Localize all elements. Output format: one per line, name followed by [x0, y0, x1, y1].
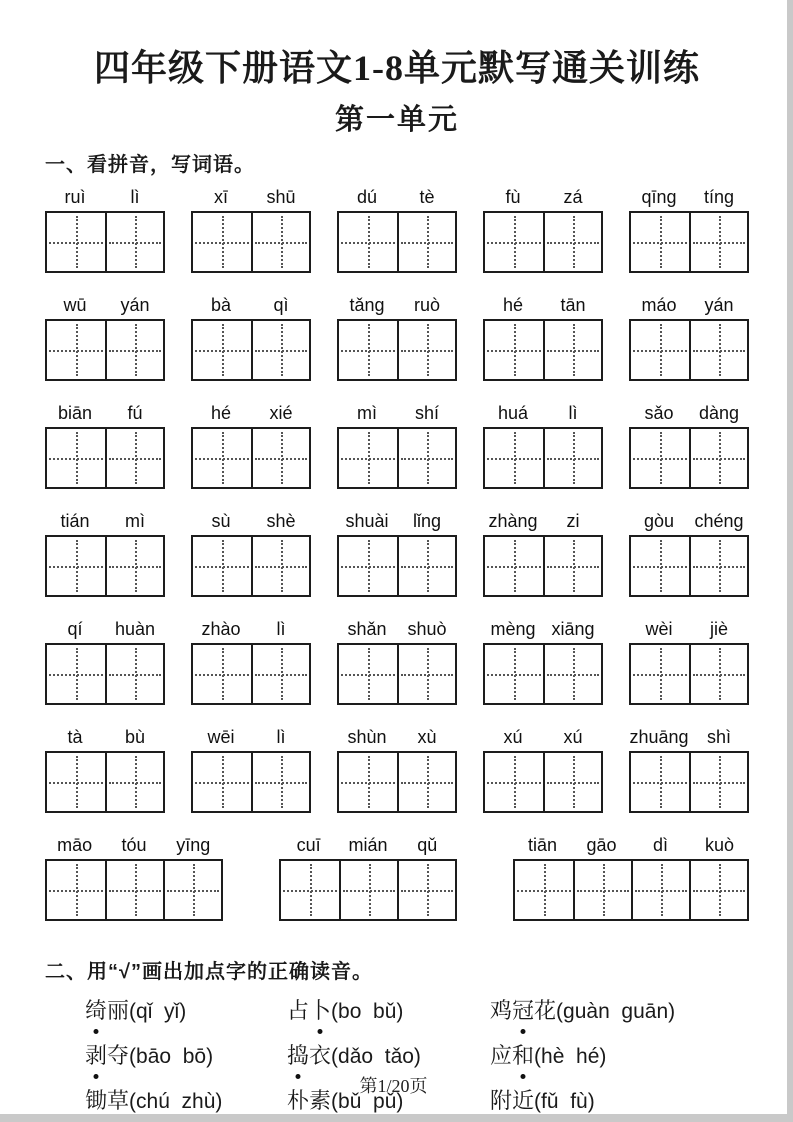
pinyin-word-group [191, 617, 311, 705]
writing-cell [397, 645, 455, 703]
writing-cell [47, 321, 105, 379]
writing-box-group [337, 751, 457, 813]
word-part: 近 [512, 1088, 535, 1113]
writing-cell [339, 537, 397, 595]
pinyin-label [45, 725, 165, 749]
pinyin-word-group [45, 509, 165, 597]
pinyin-word-group [483, 725, 603, 813]
pinyin-syllable: mì [125, 511, 145, 531]
writing-box-group [191, 319, 311, 381]
page-title: 四年级下册语文1-8单元默写通关训练 [94, 48, 700, 88]
dotted-character: 卜 [309, 996, 331, 1026]
pinyin-label [629, 725, 749, 749]
pinyin-word-group [513, 833, 749, 921]
pinyin-syllable: wū [63, 295, 87, 315]
pinyin-syllable: chéng [694, 511, 744, 531]
writing-box-group [337, 319, 457, 381]
writing-box-group [629, 535, 749, 597]
pinyin-syllable: dì [652, 835, 668, 855]
writing-cell [631, 753, 689, 811]
pinyin-word-group [191, 185, 311, 273]
writing-box-group [191, 427, 311, 489]
pinyin-syllable: tíng [703, 187, 735, 207]
pinyin-word-group [629, 293, 749, 381]
pinyin-syllable: hé [502, 295, 524, 315]
writing-cell [631, 213, 689, 271]
writing-box-group [279, 859, 457, 921]
writing-box-group [513, 859, 749, 921]
writing-box-group [191, 643, 311, 705]
writing-cell [47, 645, 105, 703]
pinyin-word-group [337, 293, 457, 381]
pinyin-word-group [337, 401, 457, 489]
dotted-character: 捣 [287, 1041, 309, 1071]
pinyin-label [337, 725, 457, 749]
pinyin-label [337, 617, 457, 641]
pinyin-row [45, 833, 749, 921]
pinyin-syllable: huá [497, 403, 529, 423]
writing-cell [105, 861, 163, 919]
word-part: 应 [490, 1043, 513, 1068]
writing-box-group [337, 211, 457, 273]
pinyin-syllable: sǎo [644, 403, 674, 423]
pinyin-syllable: shǎn [347, 619, 387, 639]
writing-cell [47, 429, 105, 487]
writing-box-group [483, 319, 603, 381]
pronunciation-options: (bāo bō) [129, 1045, 214, 1068]
writing-cell [689, 753, 747, 811]
pronunciation-options: (guàn guān) [556, 1000, 676, 1023]
pinyin-label [45, 617, 165, 641]
pinyin-syllable: māo [57, 835, 93, 855]
pronunciation-options: (qǐ yǐ) [129, 1000, 187, 1023]
writing-cell [251, 429, 309, 487]
pinyin-syllable: zhuāng [629, 727, 689, 747]
pinyin-grid-area [45, 185, 749, 921]
pronunciation-options: (fǔ fù) [534, 1090, 595, 1113]
writing-cell [251, 645, 309, 703]
writing-cell [485, 321, 543, 379]
pinyin-label [191, 725, 311, 749]
writing-cell [397, 753, 455, 811]
pinyin-syllable: shì [706, 727, 731, 747]
pinyin-row [45, 617, 749, 705]
pinyin-syllable: biān [57, 403, 93, 423]
pinyin-word-group [337, 725, 457, 813]
writing-cell [631, 537, 689, 595]
pinyin-word-group [45, 617, 165, 705]
writing-box-group [337, 535, 457, 597]
pinyin-word-group [337, 185, 457, 273]
pinyin-row [45, 293, 749, 381]
pinyin-syllable: mián [348, 835, 388, 855]
pinyin-label [483, 509, 603, 533]
writing-cell [47, 213, 105, 271]
pinyin-syllable: fù [505, 187, 521, 207]
pinyin-syllable: mèng [490, 619, 536, 639]
pinyin-syllable: shè [266, 511, 296, 531]
writing-cell [339, 753, 397, 811]
dotted-character: 绮 [85, 996, 107, 1026]
pinyin-word-group [483, 401, 603, 489]
writing-cell [339, 213, 397, 271]
dotted-character: 剥 [85, 1041, 107, 1071]
writing-cell [251, 321, 309, 379]
pinyin-label [191, 401, 311, 425]
pinyin-word-group [629, 617, 749, 705]
writing-box-group [45, 211, 165, 273]
writing-cell [281, 861, 339, 919]
pinyin-syllable: huàn [114, 619, 156, 639]
pinyin-syllable: ruì [64, 187, 86, 207]
writing-cell [689, 213, 747, 271]
writing-box-group [191, 751, 311, 813]
writing-cell [251, 537, 309, 595]
pinyin-label [45, 401, 165, 425]
pinyin-word-group [483, 293, 603, 381]
pinyin-syllable: shí [414, 403, 439, 423]
pinyin-word-group [45, 293, 165, 381]
pinyin-syllable: dú [356, 187, 378, 207]
pinyin-syllable: tǎng [349, 295, 385, 315]
pinyin-word-group [629, 185, 749, 273]
writing-cell [105, 213, 163, 271]
pinyin-syllable: gāo [586, 835, 617, 855]
pinyin-label [191, 185, 311, 209]
writing-cell [543, 429, 601, 487]
word-part: 素 [309, 1088, 332, 1113]
writing-cell [543, 537, 601, 595]
writing-cell [339, 429, 397, 487]
pronunciation-item [490, 1041, 749, 1072]
pinyin-word-group [45, 401, 165, 489]
writing-cell [631, 429, 689, 487]
word-part: 占 [287, 998, 310, 1023]
writing-cell [485, 645, 543, 703]
writing-cell [193, 321, 251, 379]
writing-box-group [629, 319, 749, 381]
pinyin-syllable: tóu [121, 835, 147, 855]
pinyin-syllable: xù [417, 727, 437, 747]
pinyin-label [629, 617, 749, 641]
pinyin-syllable: zhàng [488, 511, 538, 531]
pinyin-word-group [337, 509, 457, 597]
writing-box-group [191, 535, 311, 597]
writing-box-group [629, 643, 749, 705]
pronunciation-options: (hè hé) [534, 1045, 607, 1068]
writing-cell [193, 213, 251, 271]
pinyin-row [45, 509, 749, 597]
pinyin-syllable: xié [269, 403, 293, 423]
pinyin-syllable: dàng [698, 403, 740, 423]
pinyin-label [45, 185, 165, 209]
pinyin-word-group [45, 833, 223, 921]
pinyin-word-group [279, 833, 457, 921]
pinyin-syllable: xú [563, 727, 583, 747]
writing-cell [543, 213, 601, 271]
pinyin-row [45, 185, 749, 273]
writing-cell [397, 537, 455, 595]
pinyin-label [483, 185, 603, 209]
writing-cell [193, 645, 251, 703]
pinyin-label [191, 617, 311, 641]
writing-cell [105, 537, 163, 595]
writing-cell [631, 645, 689, 703]
writing-cell [339, 645, 397, 703]
pinyin-word-group [337, 617, 457, 705]
writing-cell [543, 753, 601, 811]
pinyin-syllable: qīng [641, 187, 677, 207]
writing-cell [515, 861, 573, 919]
writing-box-group [629, 211, 749, 273]
writing-box-group [45, 535, 165, 597]
pinyin-syllable: lì [276, 727, 286, 747]
writing-cell [47, 861, 105, 919]
writing-cell [573, 861, 631, 919]
writing-cell [339, 861, 397, 919]
pronunciation-item [85, 1041, 287, 1072]
pinyin-label [45, 509, 165, 533]
page-number: 第1/20页 [359, 1076, 428, 1096]
writing-box-group [483, 751, 603, 813]
pinyin-label [337, 401, 457, 425]
writing-cell [105, 753, 163, 811]
pinyin-syllable: yán [120, 295, 150, 315]
writing-cell [397, 861, 455, 919]
pinyin-syllable: shùn [347, 727, 387, 747]
writing-cell [543, 645, 601, 703]
pinyin-label [45, 293, 165, 317]
writing-box-group [337, 643, 457, 705]
writing-cell [251, 753, 309, 811]
pinyin-label [279, 833, 457, 857]
writing-cell [193, 429, 251, 487]
pinyin-label [337, 509, 457, 533]
writing-cell [397, 321, 455, 379]
writing-cell [689, 429, 747, 487]
pinyin-label [483, 293, 603, 317]
pinyin-syllable: xī [213, 187, 228, 207]
pinyin-row [45, 401, 749, 489]
pinyin-syllable: qí [67, 619, 83, 639]
pinyin-syllable: xiāng [551, 619, 595, 639]
writing-cell [193, 753, 251, 811]
pinyin-label [629, 401, 749, 425]
word-part: 草 [107, 1088, 130, 1113]
writing-cell [193, 537, 251, 595]
pinyin-label [483, 725, 603, 749]
pinyin-syllable: ruò [413, 295, 440, 315]
pinyin-syllable: lǐng [412, 511, 442, 531]
pinyin-label [629, 509, 749, 533]
writing-box-group [45, 319, 165, 381]
pinyin-word-group [629, 725, 749, 813]
pinyin-label [513, 833, 749, 857]
writing-cell [47, 753, 105, 811]
pinyin-word-group [629, 401, 749, 489]
word-part: 花 [534, 998, 557, 1023]
section2-heading: 二、用“√”画出加点字的正确读音。 [45, 961, 373, 983]
pinyin-label [191, 509, 311, 533]
writing-cell [105, 321, 163, 379]
pronunciation-item [287, 996, 490, 1027]
writing-box-group [629, 751, 749, 813]
pinyin-word-group [191, 725, 311, 813]
pinyin-syllable: wēi [207, 727, 235, 747]
pinyin-syllable: máo [641, 295, 677, 315]
pinyin-syllable: zá [563, 187, 583, 207]
pronunciation-item [490, 996, 749, 1027]
pinyin-label [337, 293, 457, 317]
pinyin-syllable: jiè [709, 619, 728, 639]
pinyin-syllable: gòu [643, 511, 675, 531]
writing-cell [485, 753, 543, 811]
pinyin-label [629, 185, 749, 209]
word-part: 鸡 [490, 998, 513, 1023]
writing-cell [105, 645, 163, 703]
pinyin-syllable: bù [124, 727, 146, 747]
pinyin-syllable: bà [210, 295, 232, 315]
writing-box-group [45, 751, 165, 813]
pinyin-word-group [629, 509, 749, 597]
pronunciation-options: (dǎo tǎo) [331, 1045, 421, 1068]
writing-cell [689, 321, 747, 379]
pinyin-syllable: shuò [407, 619, 447, 639]
writing-cell [543, 321, 601, 379]
pronunciation-item [85, 996, 287, 1027]
section1-heading: 一、看拼音，写词语。 [45, 154, 255, 176]
dotted-character: 和 [512, 1041, 534, 1071]
pinyin-word-group [45, 185, 165, 273]
writing-box-group [483, 535, 603, 597]
pinyin-row [45, 725, 749, 813]
word-part: 丽 [107, 998, 130, 1023]
pinyin-syllable: wèi [645, 619, 673, 639]
writing-box-group [629, 427, 749, 489]
word-part: 衣 [309, 1043, 332, 1068]
writing-box-group [483, 427, 603, 489]
pinyin-label [191, 293, 311, 317]
writing-cell [689, 537, 747, 595]
writing-box-group [45, 859, 223, 921]
pinyin-syllable: qì [273, 295, 289, 315]
pinyin-syllable: qǔ [417, 835, 438, 855]
writing-cell [631, 321, 689, 379]
pinyin-word-group [483, 185, 603, 273]
pinyin-syllable: lì [568, 403, 578, 423]
pinyin-word-group [191, 293, 311, 381]
pinyin-syllable: fú [127, 403, 143, 423]
pinyin-word-group [483, 617, 603, 705]
writing-box-group [483, 643, 603, 705]
writing-box-group [191, 211, 311, 273]
writing-cell [105, 429, 163, 487]
dotted-character: 朴 [287, 1086, 309, 1114]
writing-cell [47, 537, 105, 595]
pinyin-syllable: lì [276, 619, 286, 639]
writing-box-group [337, 427, 457, 489]
pronunciation-options: (chú zhù) [129, 1090, 223, 1113]
writing-box-group [45, 427, 165, 489]
writing-cell [689, 861, 747, 919]
pronunciation-options: (bo bǔ) [331, 1000, 404, 1023]
dotted-character: 锄 [85, 1086, 107, 1114]
pinyin-syllable: tà [67, 727, 83, 747]
pinyin-syllable: yīng [176, 835, 211, 855]
writing-cell [339, 321, 397, 379]
pinyin-label [337, 185, 457, 209]
pinyin-syllable: zhào [201, 619, 241, 639]
writing-box-group [483, 211, 603, 273]
pinyin-syllable: tián [60, 511, 90, 531]
pinyin-syllable: zi [566, 511, 580, 531]
pinyin-label [629, 293, 749, 317]
pinyin-word-group [191, 509, 311, 597]
pinyin-label [483, 401, 603, 425]
pinyin-syllable: shū [266, 187, 296, 207]
pinyin-syllable: tān [560, 295, 586, 315]
pinyin-syllable: lì [130, 187, 140, 207]
pinyin-label [483, 617, 603, 641]
writing-cell [689, 645, 747, 703]
pronunciation-options: (bǔ pǔ) [331, 1090, 404, 1113]
writing-cell [397, 213, 455, 271]
pinyin-syllable: shuài [345, 511, 389, 531]
pinyin-syllable: xú [503, 727, 523, 747]
unit-title: 第一单元 [334, 104, 459, 136]
pinyin-syllable: tè [419, 187, 435, 207]
pinyin-syllable: sù [211, 511, 231, 531]
writing-cell [485, 213, 543, 271]
pinyin-syllable: yán [704, 295, 734, 315]
writing-cell [163, 861, 221, 919]
pinyin-syllable: cuī [296, 835, 321, 855]
pinyin-word-group [483, 509, 603, 597]
pinyin-label [45, 833, 223, 857]
writing-cell [397, 429, 455, 487]
pronunciation-item [287, 1041, 490, 1072]
dotted-character: 冠 [512, 996, 534, 1026]
pinyin-syllable: mì [357, 403, 377, 423]
pinyin-syllable: kuò [704, 835, 735, 855]
pinyin-syllable: tiān [527, 835, 558, 855]
writing-cell [251, 213, 309, 271]
writing-box-group [45, 643, 165, 705]
pinyin-syllable: hé [210, 403, 232, 423]
writing-cell [485, 537, 543, 595]
writing-cell [485, 429, 543, 487]
writing-cell [631, 861, 689, 919]
pinyin-word-group [45, 725, 165, 813]
dotted-character: 附 [490, 1086, 512, 1114]
word-part: 夺 [107, 1043, 130, 1068]
pinyin-word-group [191, 401, 311, 489]
